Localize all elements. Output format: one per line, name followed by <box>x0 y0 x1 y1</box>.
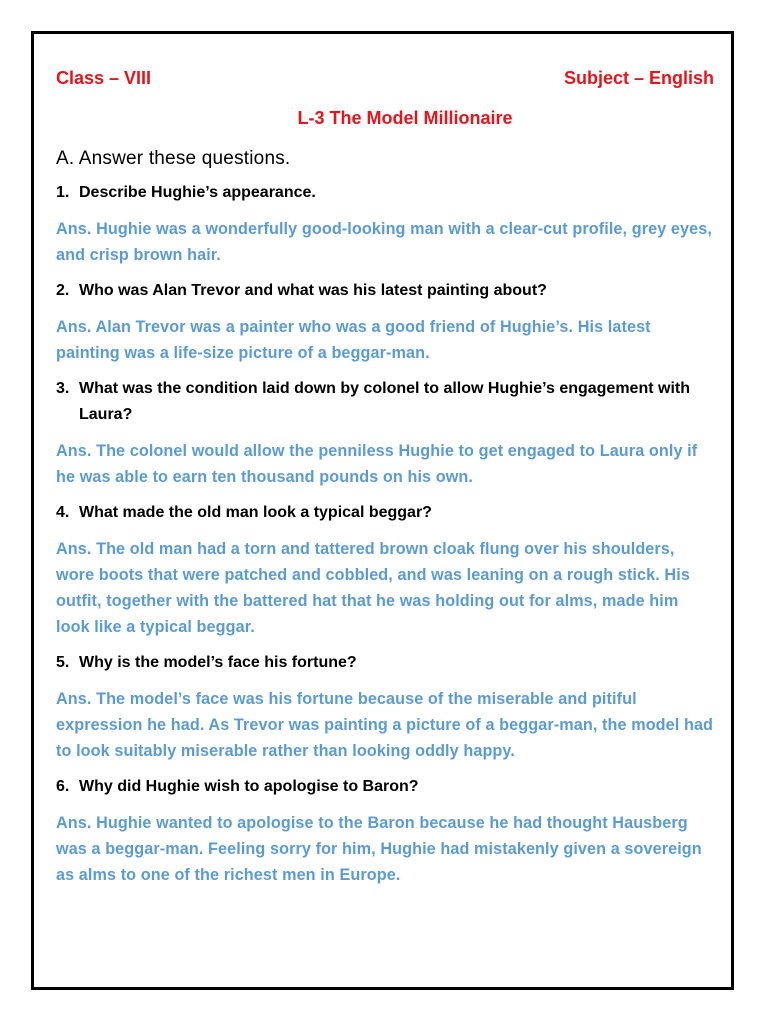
section-heading: A. Answer these questions. <box>56 148 291 169</box>
question-text: Describe Hughie’s appearance. <box>79 184 316 201</box>
question-text: What made the old man look a typical beggar? <box>79 504 432 521</box>
lesson-title-text: L-3 The Model Millionaire <box>297 108 513 128</box>
qa-item-2 <box>56 278 716 366</box>
class-label: Class – VIII <box>56 68 152 88</box>
worksheet-header <box>56 68 716 98</box>
answer-text: Ans. Alan Trevor was a painter who was a good friend of Hughie’s. His latest painting was a life-size picture of a beggar-man. <box>56 318 651 362</box>
qa-item-1 <box>56 180 716 268</box>
question-number: 4. <box>56 504 70 521</box>
question-text: Who was Alan Trevor and what was his latest painting about? <box>79 282 547 299</box>
worksheet-content <box>56 68 716 888</box>
question <box>56 376 716 428</box>
answer-text: Ans. Hughie was a wonderfully good-looking man with a clear-cut profile, grey eyes, and crisp brown hair. <box>56 220 712 264</box>
question <box>56 650 716 676</box>
question <box>56 278 716 304</box>
subject-label: Subject – English <box>563 68 714 88</box>
question-text: What was the condition laid down by colonel to allow Hughie’s engagement with Laura? <box>79 380 690 423</box>
question-number: 5. <box>56 654 70 671</box>
answer-text: Ans. Hughie wanted to apologise to the Baron because he had thought Hausberg was a beggar-man. Feeling sorry for him, Hughie had mistakenly given a sovereign as alms to one of the richest men in Europe. <box>56 814 702 884</box>
qa-item-4 <box>56 500 716 640</box>
question-number: 3. <box>56 380 70 397</box>
question-number: 2. <box>56 282 70 299</box>
answer-text: Ans. The colonel would allow the penniless Hughie to get engaged to Laura only if he was able to earn ten thousand pounds on his own. <box>56 442 698 486</box>
question <box>56 180 716 206</box>
question <box>56 500 716 526</box>
question-number: 6. <box>56 778 70 795</box>
lesson-title <box>56 108 716 136</box>
qa-item-6 <box>56 774 716 888</box>
question <box>56 774 716 800</box>
answer-text: Ans. The model’s face was his fortune because of the miserable and pitiful expression he had. As Trevor was painting a picture of a beggar-man, the model had to look suitably miserable rather than looking oddly happy. <box>56 690 714 760</box>
qa-item-5 <box>56 650 716 764</box>
question-number: 1. <box>56 184 70 201</box>
question-text: Why is the model’s face his fortune? <box>79 654 357 671</box>
qa-item-3 <box>56 376 716 490</box>
question-text: Why did Hughie wish to apologise to Baron? <box>79 778 419 795</box>
answer-text: Ans. The old man had a torn and tattered brown cloak flung over his shoulders, wore boots that were patched and cobbled, and was leaning on a rough stick. His outfit, together with the battered hat that he was holding out for alms, made him look like a typical beggar. <box>56 540 690 636</box>
